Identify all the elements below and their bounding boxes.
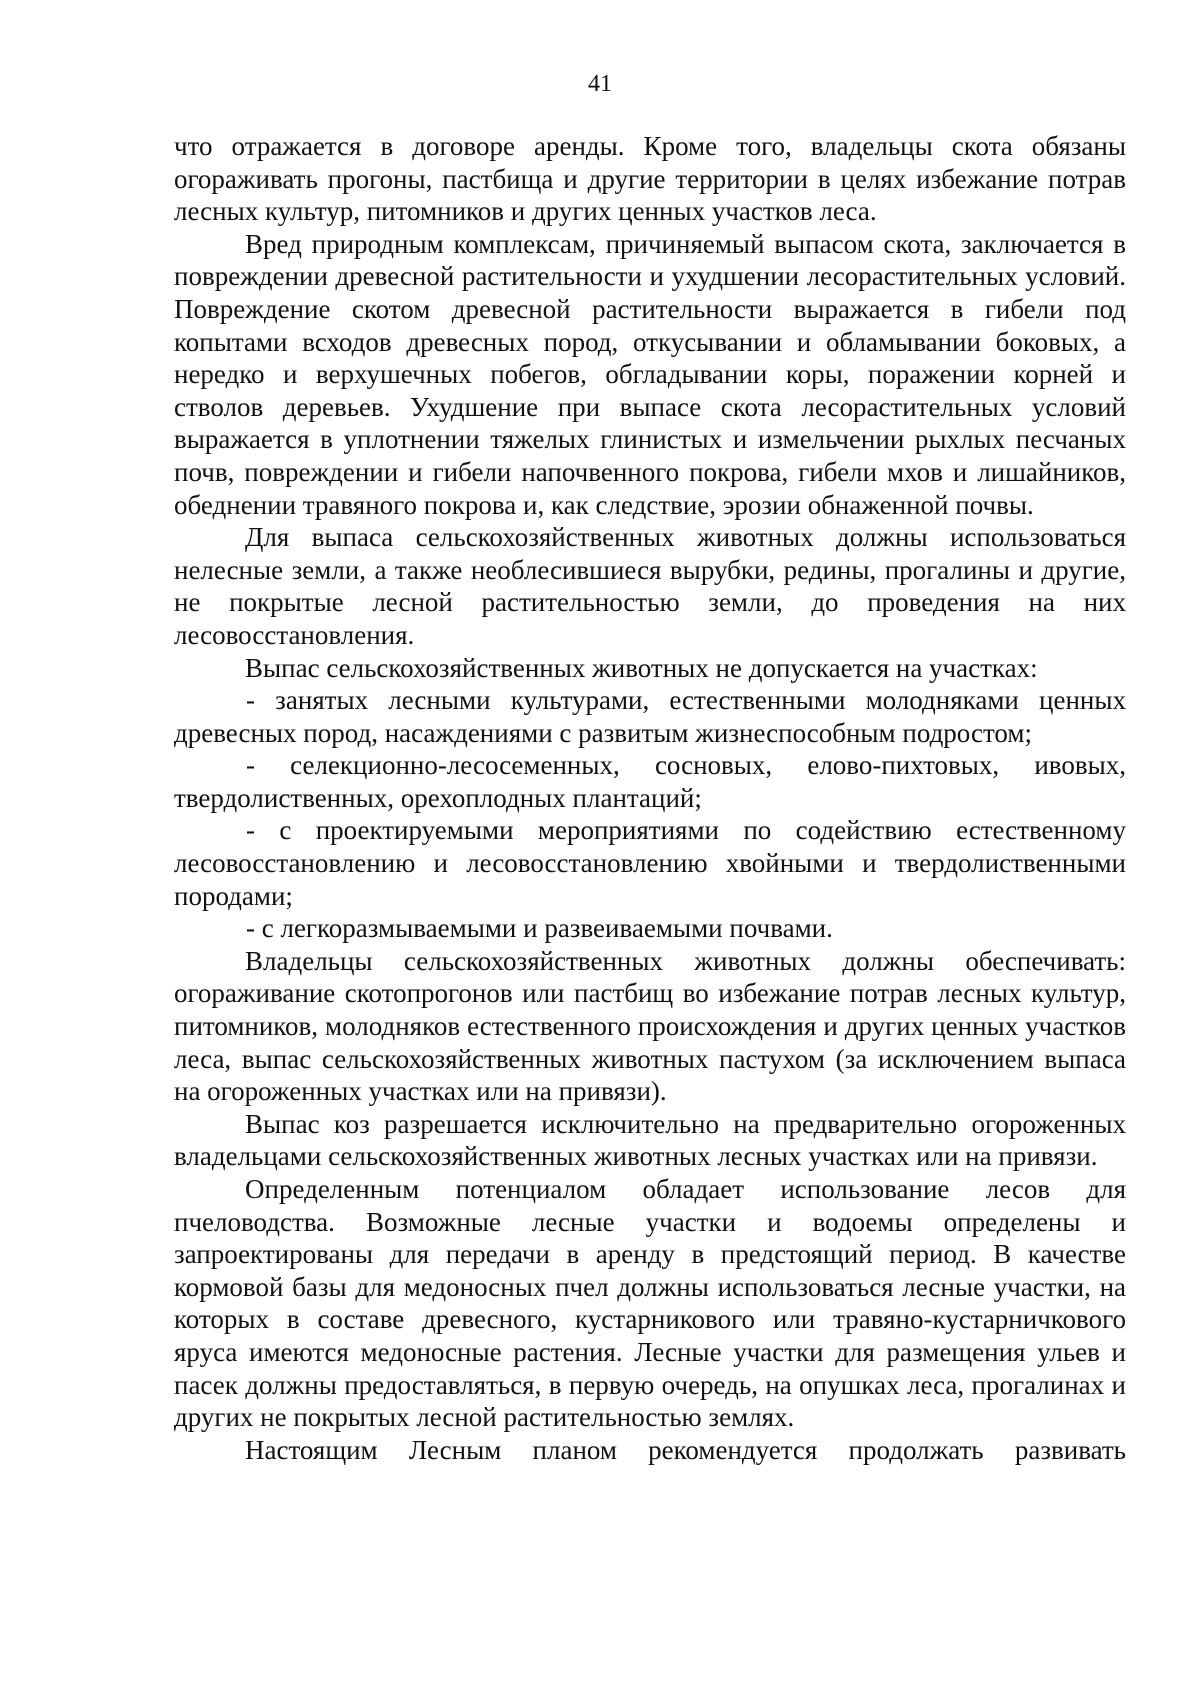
paragraph-grazing-prohibited: Выпас сельскохозяйственных животных не допускается на участках: (245, 652, 1038, 683)
paragraph-recommendation: Настоящим Лесным планом рекомендуется продолжать развивать (245, 1434, 1126, 1465)
list-item: - с легкоразмываемыми и развеиваемыми почвами. (246, 913, 833, 944)
list-item: - селекционно-лесосеменных, сосновых, елово-пихтовых, ивовых, твердолиственных, орехоплодных плантаций; (174, 750, 1126, 813)
paragraph-continuation: что отражается в договоре аренды. Кроме того, владельцы скота обязаны огораживать прогоны, пастбища и другие территории в целях избежание потрав лесных культур, питомников и других ценных участков леса. (174, 131, 1126, 227)
document-body (174, 130, 1126, 1466)
paragraph-grazing-lands: Для выпаса сельскохозяйственных животных должны использоваться нелесные земли, а также необлесившиеся вырубки, редины, прогалины и другие, не покрытые лесной растительностью земли, до проведения на них лесовосстановления. (174, 522, 1126, 650)
list-item: - занятых лесными культурами, естественными молодняками ценных древесных пород, насаждениями с развитым жизнеспособным подростом; (174, 685, 1126, 748)
paragraph-goat-grazing: Выпас коз разрешается исключительно на предварительно огороженных владельцами сельскохозяйственных животных лесных участках или на привязи. (174, 1108, 1126, 1172)
paragraph-owner-duties: Владельцы сельскохозяйственных животных должны обеспечивать: огораживание скотопрогонов или пастбищ во избежание потрав лесных культур, питомников, молодняков естественного происхождения и других ценных участков леса, выпас сельскохозяйственных животных пастухом (за исключением выпаса на огороженных участках или на привязи). (174, 945, 1126, 1107)
page-number: 41 (588, 71, 612, 97)
paragraph-beekeeping: Определенным потенциалом обладает использование лесов для пчеловодства. Возможные лесные участки и водоемы определены и запроектированы для передачи в аренду в предстоящий период. В качестве кормовой базы для медоносных пчел должны использоваться лесные участки, на которых в составе древесного, кустарникового или травяно-кустарничкового яруса имеются медоносные растения. Лесные участки для размещения ульев и пасек должны предоставляться, в первую очередь, на опушках леса, прогалинах и других не покрытых лесной растительностью землях. (174, 1174, 1126, 1433)
paragraph-grazing-damage: Вред природным комплексам, причиняемый выпасом скота, заключается в повреждении древесной растительности и ухудшении лесорастительных условий. Повреждение скотом древесной растительности выражается в гибели под копытами всходов древесных пород, откусывании и обламывании боковых, а нередко и верхушечных побегов, обгладывании коры, поражении корней и стволов деревьев. Ухудшение при выпасе скота лесорастительных условий выражается в уплотнении тяжелых глинистых и измельчении рыхлых песчаных почв, повреждении и гибели напочвенного покрова, гибели мхов и лишайников, обеднении травяного покрова и, как следствие, эрозии обнаженной почвы. (174, 228, 1126, 520)
list-item: - с проектируемыми мероприятиями по содействию естественному лесовосстановлению и лесовосстановлению хвойными и твердолиственными породами; (174, 815, 1126, 911)
